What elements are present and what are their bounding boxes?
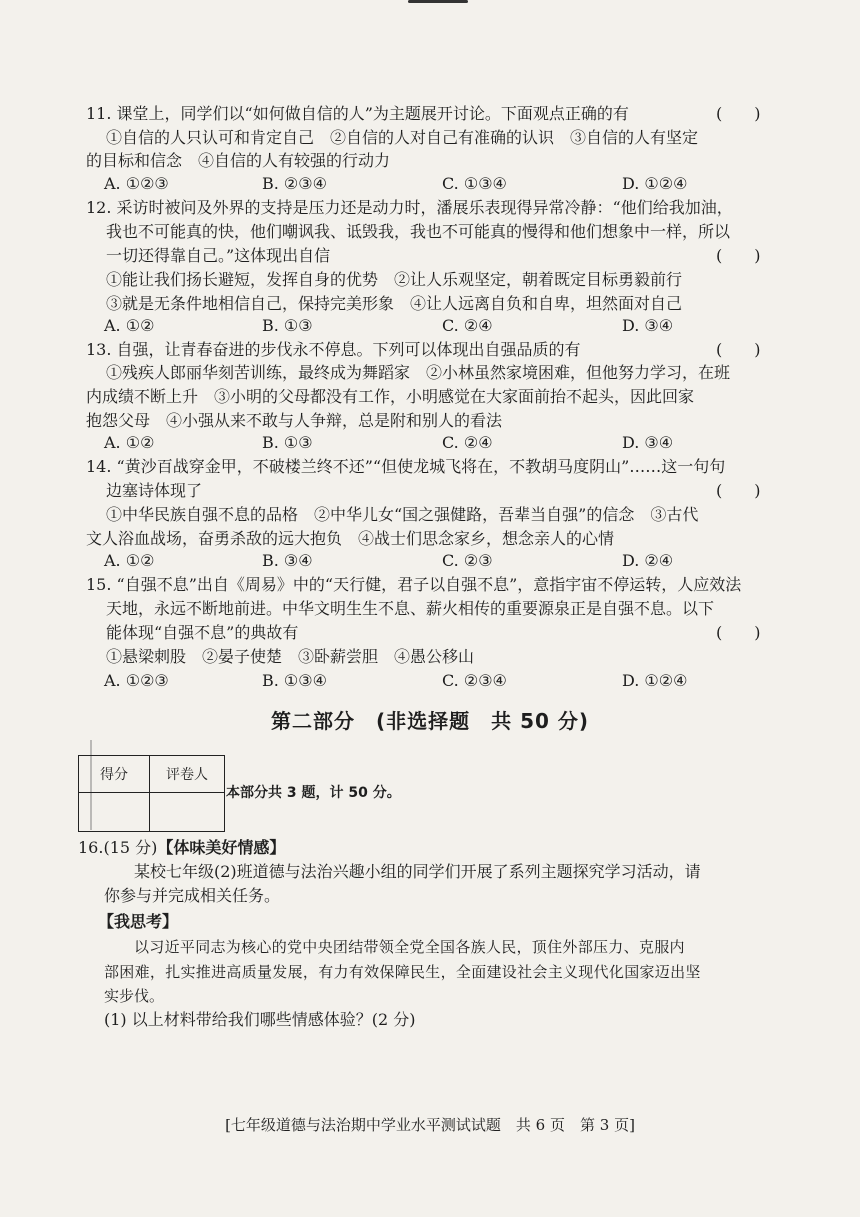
theme-heading: 【体味美好情感】 (157, 838, 286, 857)
question-line: 内成绩不断上升 ③小明的父母都没有工作，小明感觉在大家面前抬不起头，因此回家 (86, 387, 695, 406)
intro-line: 某校七年级(2)班道德与法治兴趣小组的同学们开展了系列主题探究学习活动，请 (134, 862, 701, 881)
answer-area[interactable] (104, 1036, 764, 1106)
question-line: 12. 采访时被问及外界的支持是压力还是动力时，潘展乐表现得异常冷静：“他们给我加油， (86, 198, 733, 217)
sub-heading: 【我思考】 (98, 912, 179, 931)
question-score: (15 分) (103, 838, 158, 857)
option-b: B. ①③ (262, 316, 313, 335)
option-a: A. ①② (104, 316, 155, 335)
sub-question: (1) 以上材料带给我们哪些情感体验？(2 分) (104, 1010, 416, 1029)
material-line: 以习近平同志为核心的党中央团结带领全党全国各族人民，顶住外部压力、克服内 (134, 938, 685, 956)
question-line: 边塞诗体现了 (106, 481, 203, 500)
option-a: A. ①②③ (104, 174, 169, 193)
option-b: B. ②③④ (262, 174, 327, 193)
option-c: C. ①③④ (442, 174, 507, 193)
question-line: 的目标和信念 ④自信的人有较强的行动力 (86, 151, 391, 170)
option-d: D. ①②④ (622, 174, 688, 193)
option-d: D. ③④ (622, 316, 674, 335)
question-line: 能体现“自强不息”的典故有 (106, 623, 299, 642)
option-c: C. ②④ (442, 433, 493, 452)
question-line: 11. 课堂上，同学们以“如何做自信的人”为主题展开讨论。下面观点正确的有 (86, 104, 629, 123)
question-line: 文人浴血战场，奋勇杀敌的远大抱负 ④战士们思念家乡，想念亲人的心情 (86, 529, 615, 548)
question-line: 抱怨父母 ④小强从来不敢与人争辩，总是附和别人的看法 (86, 411, 503, 430)
option-c: C. ②③④ (442, 671, 507, 690)
option-b: B. ③④ (262, 551, 313, 570)
answer-parenthesis: ( ) (716, 481, 761, 500)
option-b: B. ①③④ (262, 671, 327, 690)
question-line: 15. “自强不息”出自《周易》中的“天行健，君子以自强不息”，意指宇宙不停运转，人应效法 (86, 575, 742, 594)
answer-parenthesis: ( ) (716, 340, 761, 359)
material-line: 部困难，扎实推进高质量发展，有力有效保障民生，全面建设社会主义现代化国家迈出坚 (104, 963, 701, 981)
option-a: A. ①② (104, 551, 155, 570)
question-line: ①能让我们扬长避短，发挥自身的优势 ②让人乐观坚定，朝着既定目标勇毅前行 (106, 270, 683, 289)
question-line: 天地，永远不断地前进。中华文明生生不息、薪火相传的重要源泉正是自强不息。以下 (106, 599, 715, 618)
question-number (78, 838, 285, 858)
question-line: 我也不可能真的快，他们嘲讽我、诋毁我，我也不可能真的慢得和他们想象中一样，所以 (106, 222, 731, 241)
question-number-text: 16. (78, 838, 104, 857)
question-line: ①中华民族自强不息的品格 ②中华儿女“国之强健路，吾辈当自强”的信念 ③古代 (106, 505, 699, 524)
part-note: 本部分共 3 题，计 50 分。 (226, 785, 401, 801)
option-d: D. ②④ (622, 551, 674, 570)
question-line: 14. “黄沙百战穿金甲，不破楼兰终不还”“但使龙城飞将在，不教胡马度阴山”……这一句句 (86, 457, 726, 476)
answer-parenthesis: ( ) (716, 104, 761, 123)
page-footer: [七年级道德与法治期中学业水平测试试题 共 6 页 第 3 页] (225, 1116, 635, 1134)
grader-header: 评卷人 (150, 756, 225, 793)
option-d: D. ①②④ (622, 671, 688, 690)
section-title: 第二部分 (非选择题 共 50 分) (270, 709, 590, 733)
option-d: D. ③④ (622, 433, 674, 452)
score-header: 得分 (79, 756, 150, 793)
question-line: ①悬梁刺股 ②晏子使楚 ③卧薪尝胆 ④愚公移山 (106, 647, 475, 666)
answer-parenthesis: ( ) (716, 246, 761, 265)
answer-parenthesis: ( ) (716, 623, 761, 642)
option-c: C. ②③ (442, 551, 493, 570)
question-line: ③就是无条件地相信自己，保持完美形象 ④让人远离自负和自卑，坦然面对自己 (106, 294, 683, 313)
question-line: 一切还得靠自己。”这体现出自信 (106, 246, 331, 265)
material-line: 实步伐。 (104, 987, 165, 1005)
option-a: A. ①② (104, 433, 155, 452)
question-line: ①残疾人郎丽华刻苦训练，最终成为舞蹈家 ②小林虽然家境困难，但他努力学习，在班 (106, 363, 731, 382)
option-a: A. ①②③ (104, 671, 169, 690)
option-b: B. ①③ (262, 433, 313, 452)
option-c: C. ②④ (442, 316, 493, 335)
question-line: 13. 自强，让青春奋进的步伐永不停息。下列可以体现出自强品质的有 (86, 340, 581, 359)
intro-line: 你参与并完成相关任务。 (104, 886, 281, 905)
question-line: ①自信的人只认可和肯定自己 ②自信的人对自己有准确的认识 ③自信的人有坚定 (106, 128, 699, 147)
